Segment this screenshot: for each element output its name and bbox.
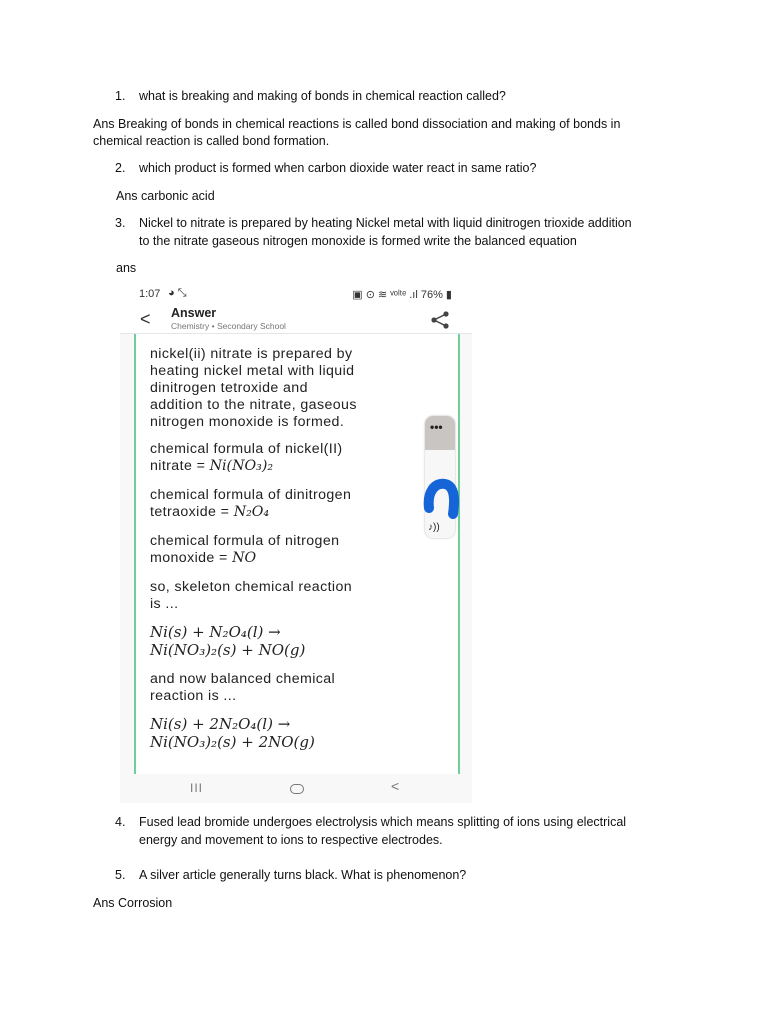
share-icon[interactable]	[429, 310, 451, 330]
answer-3-label: ans	[116, 261, 137, 275]
blue-stroke-icon	[419, 478, 463, 522]
recent-apps-icon[interactable]: III	[190, 781, 204, 795]
content-line: and now balanced chemical	[150, 671, 336, 687]
formula-label: tetraoxide =	[150, 504, 234, 520]
question-5-number: 5.	[115, 868, 126, 882]
formula-math: N₂O₄	[233, 504, 270, 520]
content-line: is ...	[150, 596, 179, 612]
equation-line: Ni(NO₃)₂(s) + NO(g)	[150, 641, 306, 659]
question-3-line-2: to the nitrate gaseous nitrogen monoxide is formed write the balanced equation	[139, 234, 577, 248]
question-4-line-1: Fused lead bromide undergoes electrolysis which means splitting of ions using electrical	[139, 815, 627, 829]
app-subtitle: Chemistry • Secondary School	[171, 321, 286, 331]
back-arrow-icon[interactable]: <	[140, 309, 151, 329]
content-line: heating nickel metal with liquid	[150, 363, 355, 379]
content-line: addition to the nitrate, gaseous	[150, 397, 357, 413]
question-3-line-1: Nickel to nitrate is prepared by heating Nickel metal with liquid dinitrogen trioxide addition	[139, 216, 632, 230]
answer-1-line-2: chemical reaction is called bond formation.	[93, 134, 330, 148]
formula-label: monoxide =	[150, 550, 233, 566]
content-line: dinitrogen tetroxide and	[150, 380, 308, 396]
panel-header	[425, 416, 455, 450]
content-line: nickel(ii) nitrate is prepared by	[150, 346, 353, 362]
question-4-number: 4.	[115, 815, 126, 829]
home-icon[interactable]	[290, 784, 304, 794]
question-2: which product is formed when carbon dioxide water react in same ratio?	[139, 161, 537, 175]
formula-math: Ni(NO₃)₂	[209, 458, 274, 474]
question-3-number: 3.	[115, 216, 126, 230]
equation-line: Ni(s) + 2N₂O₄(l) →	[150, 715, 291, 733]
status-time: 1:07	[139, 288, 161, 300]
content-line	[150, 504, 269, 521]
content-line: nitrogen monoxide is formed.	[150, 414, 345, 430]
question-2-number: 2.	[115, 161, 126, 175]
answer-5: Ans Corrosion	[93, 896, 173, 910]
content-line: chemical formula of nitrogen	[150, 533, 340, 549]
content-line	[150, 458, 273, 475]
app-header	[120, 305, 472, 334]
content-line	[150, 550, 256, 567]
answer-1-line-1: Ans Breaking of bonds in chemical reactions is called bond dissociation and making of bonds in	[93, 117, 621, 131]
content-line: chemical formula of nickel(II)	[150, 441, 343, 457]
formula-math: NO	[232, 550, 257, 566]
read-aloud-icon[interactable]: ♪))	[428, 522, 440, 533]
question-1-number: 1.	[115, 89, 126, 103]
question-5: A silver article generally turns black. What is phenomenon?	[139, 868, 467, 882]
status-right-icons: ▣ ⊙ ≋ ᵛᵒˡᵗᵉ .ıl 76% ▮	[352, 289, 452, 301]
question-4-line-2: energy and movement to ions to respective electrodes.	[139, 833, 443, 847]
equation-line: Ni(NO₃)₂(s) + 2NO(g)	[150, 733, 315, 751]
embedded-answer-screenshot	[120, 283, 472, 803]
content-line: chemical formula of dinitrogen	[150, 487, 352, 503]
answer-content-card	[134, 334, 460, 774]
phone-status-bar	[120, 283, 472, 305]
content-line: reaction is ...	[150, 688, 237, 704]
more-options-icon[interactable]: •••	[430, 420, 443, 434]
equation-line: Ni(s) + N₂O₄(l) →	[150, 623, 281, 641]
phone-navigation-bar	[120, 775, 472, 803]
answer-2: Ans carbonic acid	[116, 189, 215, 203]
app-title: Answer	[171, 306, 217, 320]
question-1: what is breaking and making of bonds in chemical reaction called?	[139, 89, 506, 103]
content-line: so, skeleton chemical reaction	[150, 579, 353, 595]
nav-back-icon[interactable]: <	[391, 778, 400, 794]
status-left-icons: ◕ ⤡	[168, 287, 187, 299]
floating-assistant-panel[interactable]	[425, 416, 455, 538]
formula-label: nitrate =	[150, 458, 210, 474]
